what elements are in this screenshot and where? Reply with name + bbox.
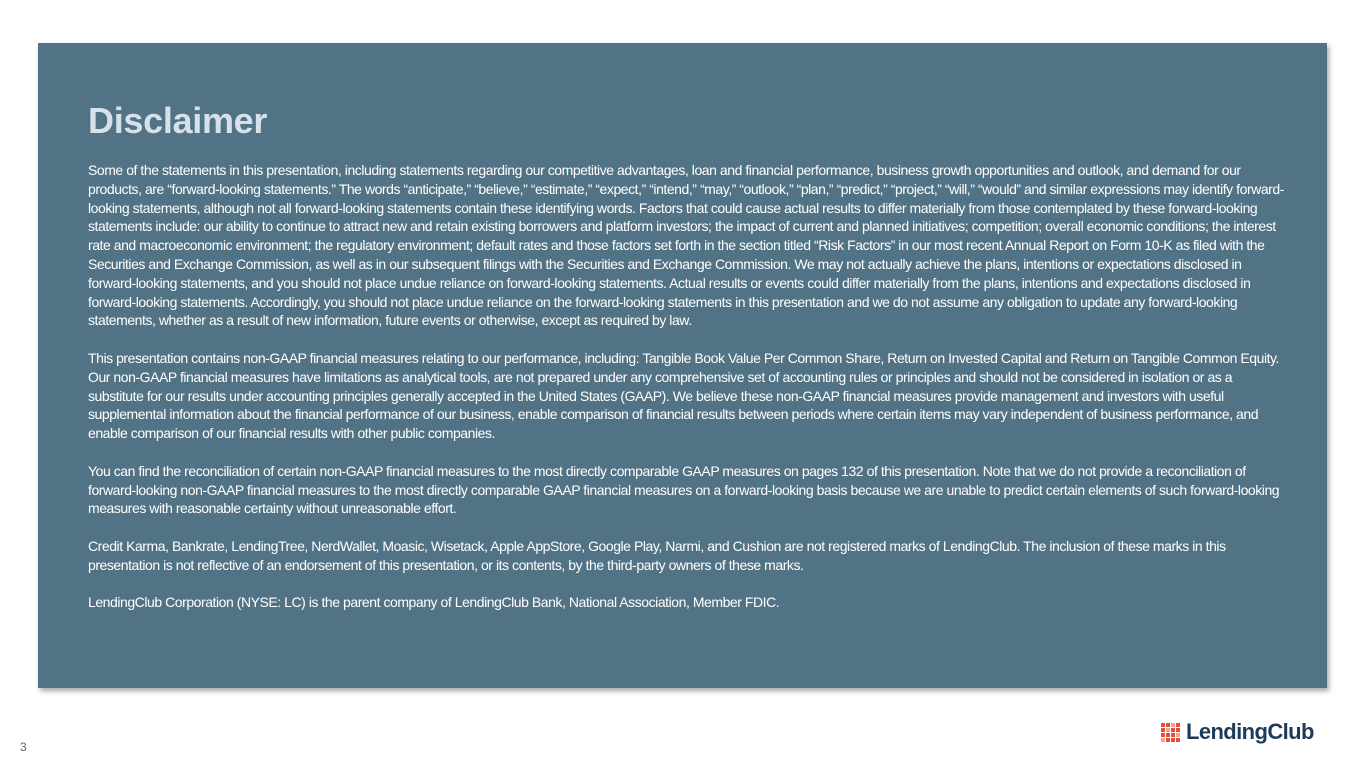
slide-title: Disclaimer [88,100,268,141]
disclaimer-body [88,161,1288,631]
disclaimer-paragraph-non-gaap: This presentation contains non-GAAP financial measures relating to our performance, including: Tangible Book Value Per Common Share, Return on Invested Capital and Return on Tangible Common Equity. Our non-GAAP financial measures have limitations as analytical tools, are not prepared under any comprehensive set of accounting rules or principles and should not be considered in isolation or as a substitute for our results under accounting principles generally accepted in the United States (GAAP). We believe these non-GAAP financial measures provide management and investors with useful supplemental information about the financial performance of our business, enable comparison of financial results between periods where certain items may vary independent of business performance, and enable comparison of our financial results with other public companies. [88,349,1279,442]
lendingclub-grid-icon [1161,723,1180,742]
disclaimer-paragraph-trademarks: Credit Karma, Bankrate, LendingTree, NerdWallet, Moasic, Wisetack, Apple AppStore, Google Play, Narmi, and Cushion are not registered marks of LendingClub. The inclusion of these marks in this presentation is not reflective of an endorsement of this presentation, or its contents, by the third-party owners of these marks. [88,537,1226,573]
page-number: 3 [20,740,27,754]
disclaimer-paragraph-reconciliation: You can find the reconciliation of certain non-GAAP financial measures to the most directly comparable GAAP measures on pages 132 of this presentation. Note that we do not provide a reconciliation of forward-looking non-GAAP financial measures to the most directly comparable GAAP financial measures on a forward-looking basis because we are unable to predict certain elements of such forward-looking measures with reasonable certainty without unreasonable effort. [88,462,1280,517]
lendingclub-logo [1161,717,1314,747]
logo-text: LendingClub [1186,719,1314,744]
disclaimer-panel [38,43,1327,688]
disclaimer-paragraph-corporation: LendingClub Corporation (NYSE: LC) is the parent company of LendingClub Bank, National Association, Member FDIC. [88,594,780,611]
disclaimer-paragraph-forward-looking: Some of the statements in this presentation, including statements regarding our competitive advantages, loan and financial performance, business growth opportunities and outlook, and demand for our products, are “forward-looking statements.” The words “anticipate,” “believe,” “estimate,” “expect,” “intend,” “may,” “outlook,” “plan,” “predict,” “project,” “will,” “would” and similar expressions may identify forward-looking statements, although not all forward-looking statements contain these identifying words. Factors that could cause actual results to differ materially from those contemplated by these forward-looking statements include: our ability to continue to attract new and retain existing borrowers and platform investors; the impact of current and planned initiatives; competition; overall economic conditions; the interest rate and macroeconomic environment; the regulatory environment; default rates and those factors set forth in the section titled “Risk Factors” in our most recent Annual Report on Form 10-K as filed with the Securities and Exchange Commission, as well as in our subsequent filings with the Securities and Exchange Commission. We may not actually achieve the plans, intentions or expectations disclosed in forward-looking statements, and you should not place undue reliance on forward-looking statements. Actual results or events could differ materially from the plans, intentions and expectations disclosed in forward-looking statements. Accordingly, you should not place undue reliance on the forward-looking statements in this presentation and we do not assume any obligation to update any forward-looking statements, whether as a result of new information, future events or otherwise, except as required by law. [88,162,1284,329]
